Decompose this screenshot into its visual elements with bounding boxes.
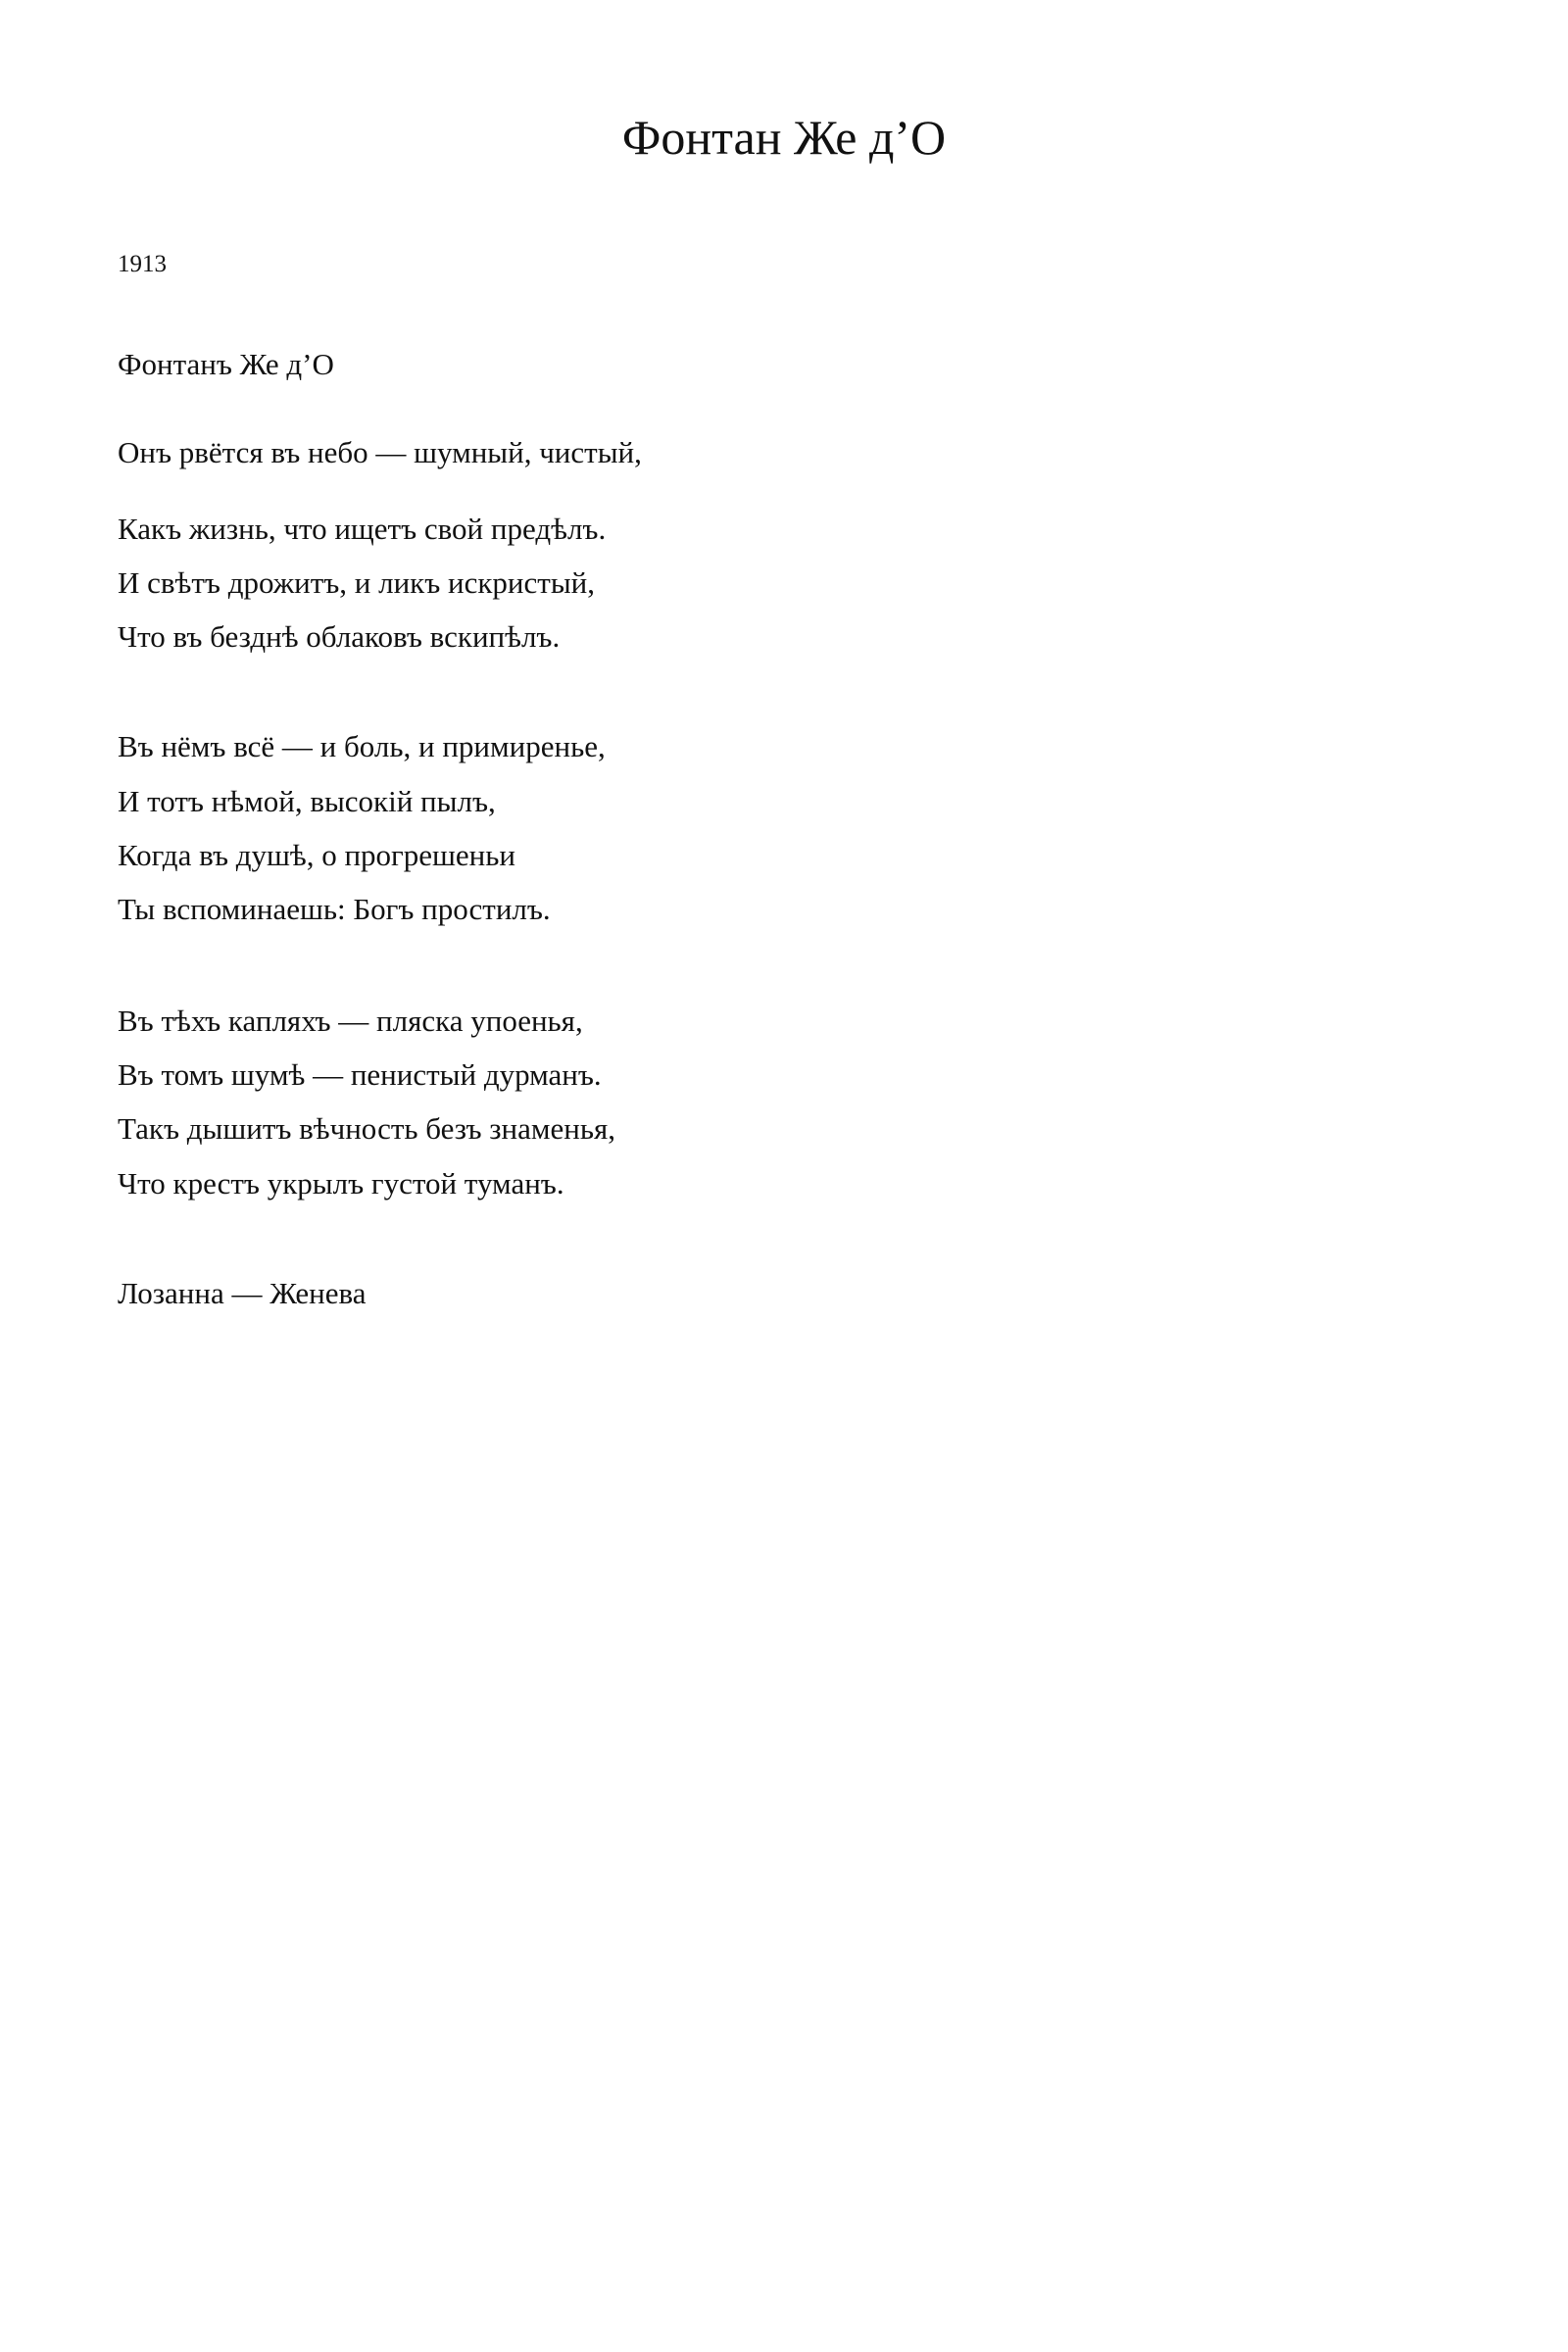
poem-line: Что въ безднѣ облаковъ вскипѣлъ. <box>118 619 561 654</box>
poem-line: Въ нёмъ всё — и боль, и примиренье, <box>118 729 606 763</box>
place-signature: Лозанна — Женева <box>118 1276 367 1310</box>
poem-line: Ты вспоминаешь: Богъ простилъ. <box>118 892 551 926</box>
poem-line: Въ тѣхъ капляхъ — пляска упоенья, <box>118 1004 583 1038</box>
poem-line: И свѣтъ дрожитъ, и ликъ искристый, <box>118 565 595 600</box>
document-title: Фонтан Же д’О <box>621 110 947 165</box>
poem-line: Въ томъ шумѣ — пенистый дурманъ. <box>118 1057 602 1092</box>
poem-line: И тотъ нѣмой, высокій пылъ, <box>118 784 496 818</box>
poem-line: Когда въ душѣ, о прогрешеньи <box>118 838 515 872</box>
year: 1913 <box>118 251 167 277</box>
poem-line: Такъ дышитъ вѣчность безъ знаменья, <box>118 1111 615 1146</box>
poem-line: Какъ жизнь, что ищетъ свой предѣлъ. <box>118 512 607 546</box>
opening-line: Онъ рвётся въ небо — шумный, чистый, <box>118 435 642 469</box>
poem-title: Фонтанъ Же д’О <box>118 347 334 381</box>
poem-line: Что крестъ укрылъ густой туманъ. <box>118 1166 564 1200</box>
